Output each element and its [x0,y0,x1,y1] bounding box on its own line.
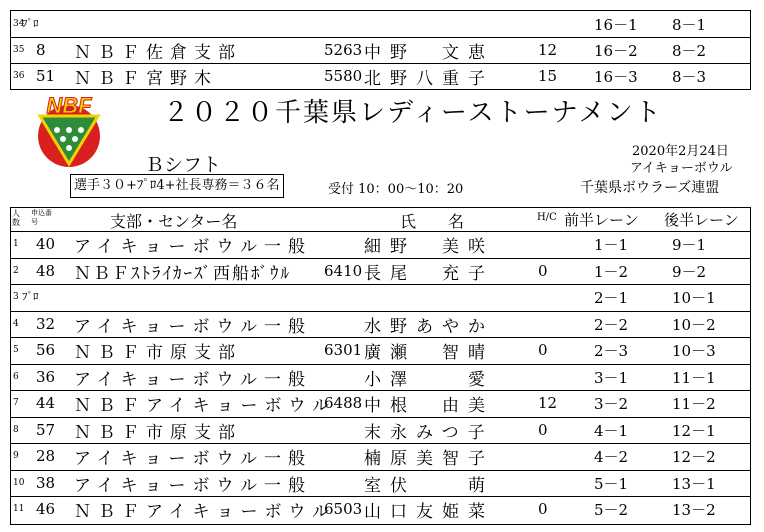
member-code: 6301 [324,341,363,359]
players-count-box: 選手３０+ﾌﾟﾛ4+社長専務＝３６名 [70,174,284,198]
apply-number: 8 [36,41,46,59]
first-half-lane: 1－1 [594,236,629,254]
club-name: アイキョーボウル一般 [74,369,312,390]
apply-number: 44 [36,394,56,412]
nbf-logo [30,92,108,170]
second-half-lane: 8－2 [672,42,707,60]
apply-number: 48 [36,261,56,280]
apply-number: 38 [36,473,56,492]
row-index: 5 [13,345,19,355]
club-name: アイキョーボウル一般 [74,237,312,257]
venue-name: アイキョーボウル [630,161,733,176]
apply-number: 46 [36,500,56,518]
player-name: 楠原美智子 [364,449,494,469]
second-half-lane: 13－1 [672,474,716,493]
header-name: 氏 名 [400,212,465,231]
header-apply: 申込番号 [31,209,52,226]
player-name: 細野 美咲 [364,237,494,257]
apply-number: 40 [36,235,56,253]
first-half-lane: 4－1 [594,421,629,440]
second-half-lane: 10－1 [672,289,716,307]
player-name: 水野あやか [364,316,494,337]
first-half-lane: 2－3 [594,342,629,360]
apply-number: 56 [36,341,56,359]
row-index: 9 [13,451,19,461]
header-second-lane: 後半レーン [664,211,739,229]
handicap: 12 [538,41,558,59]
apply-number: 32 [36,314,56,333]
second-half-lane: 12－1 [672,421,716,440]
club-name: ﾌﾟﾛ [22,17,39,30]
player-name: 中根 由美 [364,396,494,416]
club-name: ﾌﾟﾛ [22,290,39,303]
header-club: 支部・センター名 [110,212,238,231]
member-code: 6488 [324,394,363,412]
first-half-lane: 2－1 [594,289,629,307]
row-index: 2 [13,265,19,276]
handicap: 0 [538,261,548,280]
first-half-lane: 16－3 [594,68,638,86]
row-index: 4 [13,318,19,329]
player-name: 長尾 充子 [364,263,494,284]
reception-time: 受付 10：00～10：20 [328,182,464,197]
first-half-lane: 3－2 [594,395,629,413]
player-name: 小澤 愛 [364,369,494,390]
second-half-lane: 8－1 [672,16,707,34]
first-half-lane: 4－2 [594,448,629,466]
header-first-lane: 前半レーン [564,211,639,229]
first-half-lane: 5－2 [594,501,629,519]
player-name: 山口友姫菜 [364,502,494,522]
handicap: 12 [538,394,558,412]
second-half-lane: 9－2 [672,262,707,281]
club-name: アイキョーボウル一般 [74,316,312,337]
second-half-lane: 11－1 [672,368,716,387]
header-count: 人数 [12,209,20,227]
row-index: 6 [13,371,19,382]
member-code: 5580 [324,67,363,85]
second-half-lane: 8－3 [672,68,707,86]
handicap: 0 [538,500,548,518]
row-index: 10 [13,477,25,488]
player-name: 北野八重子 [364,69,494,89]
row-index: 35 [13,45,25,55]
apply-number: 28 [36,447,56,465]
second-half-lane: 10－3 [672,342,716,360]
club-name: ＮＢＦアイキョーボウル [74,396,336,416]
club-name: ＮＢＦ佐倉支部 [74,43,242,63]
member-code: 5263 [324,41,363,59]
club-name: アイキョーボウル一般 [74,449,312,469]
first-half-lane: 1－2 [594,262,629,281]
club-name: アイキョーボウル一般 [74,475,312,496]
member-code: 6410 [324,261,363,280]
row-index: 36 [13,71,25,81]
club-name: ＮＢＦｽﾄﾗｲｶｰｽﾞ西船ﾎﾞｳﾙ [74,263,291,284]
apply-number: 36 [36,367,56,386]
row-index: 11 [13,504,25,514]
organizer: 千葉県ボウラーズ連盟 [580,180,720,196]
second-half-lane: 12－2 [672,448,716,466]
row-index: 8 [13,424,19,435]
first-half-lane: 3－1 [594,368,629,387]
first-half-lane: 16－2 [594,42,638,60]
player-name: 室伏 萌 [364,475,494,496]
apply-number: 57 [36,420,56,439]
club-name: ＮＢＦ市原支部 [74,343,242,363]
page-title: ２０２０千葉県レディーストーナメント [163,98,663,128]
second-half-lane: 9－1 [672,236,707,254]
second-half-lane: 11－2 [672,395,716,413]
handicap: 15 [538,67,558,85]
row-index: 7 [13,398,19,408]
club-name: ＮＢＦアイキョーボウル [74,502,336,522]
player-name: 中野 文恵 [364,43,494,63]
shift-label: Ｂシフト [145,154,222,176]
player-name: 末永みつ子 [364,422,494,443]
row-index: 1 [13,239,19,249]
club-name: ＮＢＦ市原支部 [74,422,242,443]
handicap: 0 [538,341,548,359]
player-name: 廣瀬 智晴 [364,343,494,363]
event-date: 2020年2月24日 [632,144,729,159]
second-half-lane: 10－2 [672,315,716,334]
first-half-lane: 5－1 [594,474,629,493]
first-half-lane: 2－2 [594,315,629,334]
handicap: 0 [538,420,548,439]
first-half-lane: 16－1 [594,16,638,34]
club-name: ＮＢＦ宮野木 [74,69,218,89]
logo-text: NBF [46,93,92,118]
second-half-lane: 13－2 [672,501,716,519]
header-hc: H/C [537,212,557,223]
row-index: 34 [13,19,25,29]
row-index: 3 [13,292,19,302]
member-code: 6503 [324,500,363,518]
apply-number: 51 [36,67,56,85]
